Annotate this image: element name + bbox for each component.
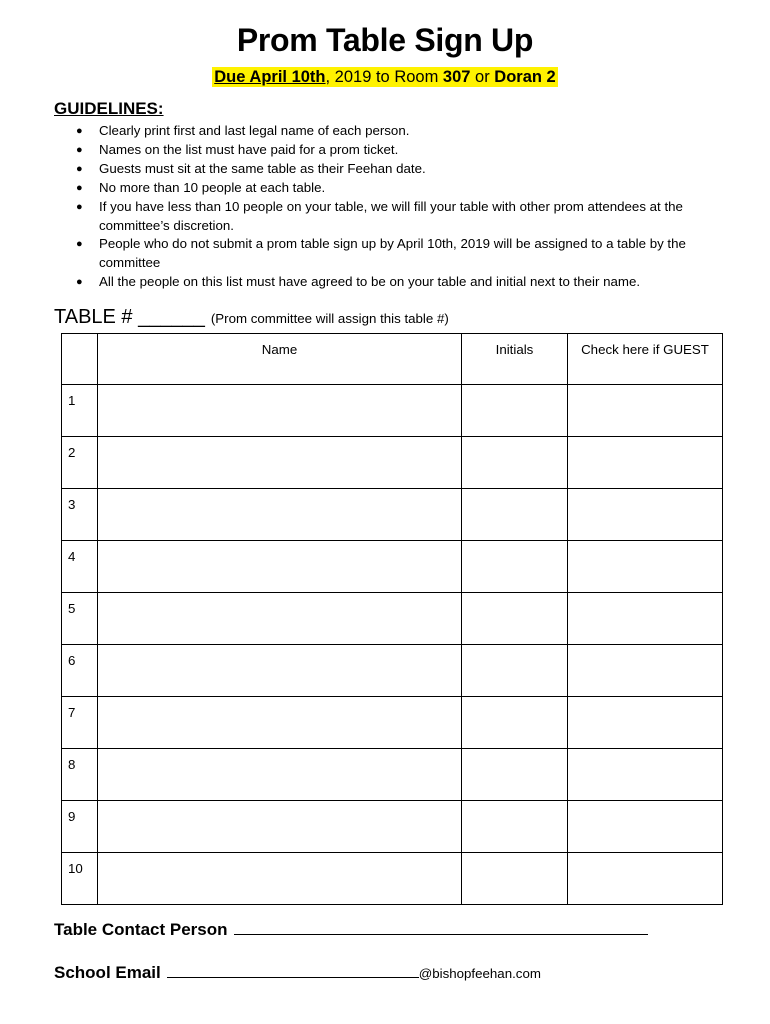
guideline-text: Guests must sit at the same table as their Feehan date. <box>99 160 426 176</box>
page-title: Prom Table Sign Up <box>236 22 534 58</box>
table-row <box>62 801 723 853</box>
bullet-icon: ● <box>76 143 83 156</box>
row-number: 2 <box>62 437 98 489</box>
guest-check-cell[interactable] <box>568 749 723 801</box>
guideline-item <box>54 179 724 198</box>
header-name: Name <box>98 334 462 385</box>
name-cell[interactable] <box>98 541 462 593</box>
initials-cell[interactable] <box>462 645 568 697</box>
name-cell[interactable] <box>98 801 462 853</box>
row-number: 7 <box>62 697 98 749</box>
initials-cell[interactable] <box>462 801 568 853</box>
guideline-text: Clearly print first and last legal name of each person. <box>99 123 410 138</box>
row-number: 4 <box>62 541 98 593</box>
bullet-icon: ● <box>76 162 83 175</box>
row-number: 5 <box>62 593 98 645</box>
row-number: 8 <box>62 749 98 801</box>
row-number: 1 <box>62 385 98 437</box>
guest-check-cell[interactable] <box>568 593 723 645</box>
guideline-item <box>54 273 724 292</box>
guideline-item <box>54 122 724 141</box>
table-row <box>62 541 723 593</box>
name-cell[interactable] <box>98 489 462 541</box>
initials-cell[interactable] <box>462 853 568 905</box>
due-doran: Doran 2 <box>494 68 556 86</box>
header-initials: Initials <box>462 334 568 385</box>
bullet-icon: ● <box>76 238 83 251</box>
guideline-item <box>54 160 724 179</box>
table-number-label[interactable]: TABLE # ______ <box>54 306 205 328</box>
name-cell[interactable] <box>98 697 462 749</box>
contact-line <box>54 920 648 940</box>
header-number <box>62 334 98 385</box>
due-highlight <box>212 67 557 87</box>
guideline-item <box>54 198 724 236</box>
due-text-2: or <box>470 68 495 86</box>
initials-cell[interactable] <box>462 749 568 801</box>
bullet-icon: ● <box>76 200 83 213</box>
row-number: 9 <box>62 801 98 853</box>
table-row <box>62 385 723 437</box>
row-number: 6 <box>62 645 98 697</box>
table-header-row <box>62 334 723 385</box>
guest-check-cell[interactable] <box>568 645 723 697</box>
guideline-text: All the people on this list must have agreed to be on your table and initial next to their name. <box>99 274 641 290</box>
guideline-text: If you have less than 10 people on your table, we will fill your table with other prom attendees at the committee’s discretion. <box>99 198 683 233</box>
table-row <box>62 853 723 905</box>
guidelines-heading: GUIDELINES: <box>54 99 164 118</box>
row-number: 3 <box>62 489 98 541</box>
due-line <box>0 68 770 87</box>
initials-cell[interactable] <box>462 541 568 593</box>
email-suffix: @bishopfeehan.com <box>418 966 541 981</box>
guidelines-list <box>54 122 724 292</box>
initials-cell[interactable] <box>462 489 568 541</box>
table-row <box>62 437 723 489</box>
contact-label: Table Contact Person <box>54 920 228 939</box>
name-cell[interactable] <box>98 593 462 645</box>
email-label: School Email <box>54 963 161 982</box>
guest-check-cell[interactable] <box>568 853 723 905</box>
guideline-item <box>54 235 724 273</box>
table-number-note: (Prom committee will assign this table #) <box>210 311 449 326</box>
name-cell[interactable] <box>98 853 462 905</box>
table-row <box>62 489 723 541</box>
bullet-icon: ● <box>76 276 83 289</box>
guideline-text: Names on the list must have paid for a prom ticket. <box>99 141 399 157</box>
guest-check-cell[interactable] <box>568 697 723 749</box>
guideline-text: No more than 10 people at each table. <box>99 179 326 195</box>
signup-table <box>61 333 723 905</box>
due-room: 307 <box>442 68 471 86</box>
header-guest: Check here if GUEST <box>568 334 723 385</box>
due-text-1: , 2019 to Room <box>325 68 443 86</box>
row-number: 10 <box>62 853 98 905</box>
guideline-text: People who do not submit a prom table sign up by April 10th, 2019 will be assigned to a table by the committee <box>99 236 686 271</box>
guest-check-cell[interactable] <box>568 385 723 437</box>
due-date: Due April 10th <box>214 68 326 86</box>
guideline-item <box>54 141 724 160</box>
bullet-icon: ● <box>76 181 83 194</box>
table-row <box>62 749 723 801</box>
guest-check-cell[interactable] <box>568 801 723 853</box>
guest-check-cell[interactable] <box>568 541 723 593</box>
guest-check-cell[interactable] <box>568 489 723 541</box>
guest-check-cell[interactable] <box>568 437 723 489</box>
email-field[interactable] <box>167 963 419 978</box>
email-line <box>54 963 541 983</box>
table-row <box>62 697 723 749</box>
name-cell[interactable] <box>98 385 462 437</box>
initials-cell[interactable] <box>462 697 568 749</box>
bullet-icon: ● <box>76 125 83 137</box>
table-row <box>62 645 723 697</box>
initials-cell[interactable] <box>462 385 568 437</box>
name-cell[interactable] <box>98 749 462 801</box>
name-cell[interactable] <box>98 645 462 697</box>
contact-field[interactable] <box>234 920 648 935</box>
initials-cell[interactable] <box>462 437 568 489</box>
initials-cell[interactable] <box>462 593 568 645</box>
table-row <box>62 593 723 645</box>
name-cell[interactable] <box>98 437 462 489</box>
table-number-line <box>54 306 449 329</box>
